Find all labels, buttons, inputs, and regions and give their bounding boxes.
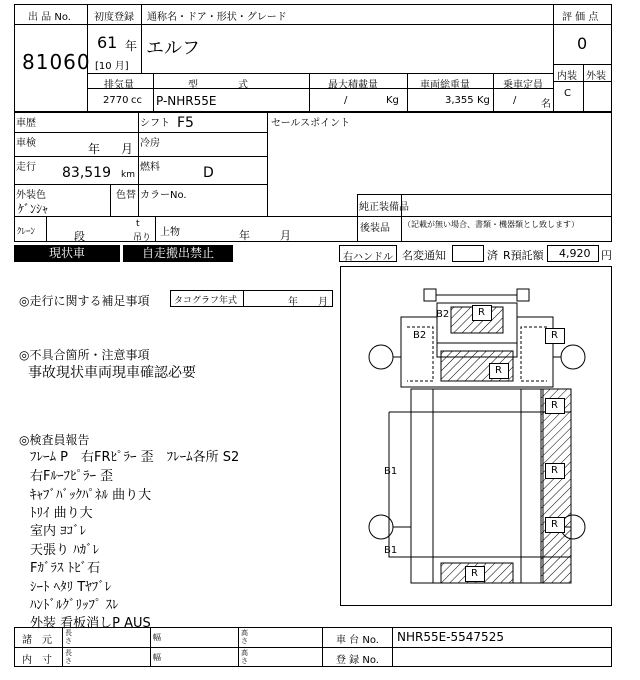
shift-label: シフト [140,118,170,129]
recycle-amount: 4,920 [559,247,591,260]
crane-hang: 吊り [133,233,152,243]
first-reg-label: 初度登録 [94,12,134,23]
displacement-unit: cc [131,95,142,106]
exterior-label: 外装 [586,71,606,82]
color-code-label: カラーNo. [140,190,187,201]
height-label: 高さ [241,629,248,645]
recycle-label: R預託額 [503,249,544,262]
max-load: / [344,95,348,106]
chassis-no: NHR55E-5547525 [397,630,504,644]
upper-label: 上物 [160,227,180,238]
tacho-label: タコグラフ年式 [174,296,238,306]
aftermarket-label: 後装品 [360,223,390,234]
report-line: ﾊﾝﾄﾞﾙｸﾞﾘｯﾌﾟ ｽﾚ [30,598,119,613]
self-drive-prohibited-badge: 自走搬出禁止 [123,245,233,262]
chassis-label: 車 台 No. [336,635,379,646]
gross-weight: 3,355 [445,95,474,106]
genuine-label: 純正装備品 [359,202,409,213]
reg-year: 61 [97,33,118,52]
history-label: 車歴 [16,118,36,129]
fuel-label: 燃料 [140,162,160,173]
defect-text: 事故現状車両現車確認必要 [28,365,196,381]
report-line: ｼｰﾄ ﾍﾀﾘ Tﾔﾌﾞﾚ [30,580,112,595]
model-label: 型 式 [188,80,248,91]
crane-t: t [136,219,140,229]
crane-stage: 段 [74,230,85,243]
report-line: 天張り ﾊｶﾞﾚ [30,543,100,558]
damage-marker-b1: B1 [384,466,398,477]
width-label: 幅 [153,633,161,642]
steering: 右ハンドル [343,252,393,263]
interior-dims-label: 内 寸 [22,655,52,666]
name-label: 通称名・ドア・形状・グレード [147,12,287,23]
mileage-label: 走行 [16,162,36,173]
upper-month: 月 [280,229,291,242]
damage-marker-b1-low: B1 [384,545,398,556]
crane-label: ｸﾚｰﾝ [17,227,36,237]
capacity-unit: 名 [541,99,551,110]
inspection-year: 年 [88,142,101,156]
recycle-check: 済 [487,249,498,262]
report-line: Fｶﾞﾗｽ ﾄﾋﾞ石 [30,561,101,576]
height-label: 高さ [241,649,248,665]
color-label: 外装色 [16,190,46,201]
color-no-label: 色替 [116,190,136,201]
displacement: 2770 [103,95,129,106]
report-line: ﾄﾘｲ 曲り大 [30,506,93,521]
fuel: D [203,165,214,181]
interior-label: 内装 [557,71,577,82]
upper-year: 年 [239,229,250,242]
gross-weight-unit: Kg [477,95,490,106]
report-line: ｷｬﾌﾞﾊﾞｯｸﾊﾟﾈﾙ 曲り大 [30,488,152,503]
model: P-NHR55E [156,94,217,108]
sales-point-label: セールスポイント [271,118,351,129]
width-label: 幅 [153,653,161,662]
car-name: エルフ [146,38,200,59]
length-label: 長さ [65,629,72,645]
lot-no: 81060 [22,50,91,74]
damage-marker-b2: B2 [436,309,450,320]
capacity: / [513,95,517,106]
current-status-badge: 現状車 [14,245,120,262]
reg-year-unit: 年 [125,39,138,53]
interior-grade: C [564,88,571,99]
defect-title: ◎不具合箇所・注意事項 [19,348,150,362]
report-line: ﾌﾚｰﾑ P 右FRﾋﾟﾗｰ 歪 ﾌﾚｰﾑ各所 S2 [30,450,240,465]
name-change-label: 名変通知 [402,249,446,262]
name-change-box [452,245,484,262]
inspector-title: ◎検査員報告 [19,433,90,447]
tacho-year: 年 [288,297,298,308]
tacho-month: 月 [318,297,328,308]
aftermarket-note: （記載が無い場合、書類・機器類とし致します） [403,220,579,229]
score: 0 [577,34,588,53]
color: ｹﾞﾝｼｬ [18,202,49,216]
ac-label: 冷房 [140,138,160,149]
length-label: 長さ [65,649,72,665]
damage-marker-b2-side: B2 [413,330,427,341]
inspection-label: 車検 [16,138,36,149]
max-load-unit: Kg [386,95,399,106]
recycle-unit: 円 [601,249,612,262]
gross-weight-label: 車両総重量 [420,80,470,91]
mileage-unit: km [121,170,135,180]
inspection-month: 月 [121,142,134,156]
mileage: 83,519 [62,165,111,181]
dims-label: 諸 元 [22,635,52,646]
reg-no-label: 登 録 No. [336,655,379,666]
reg-month: [10 月] [95,61,129,72]
displacement-label: 排気量 [104,80,134,91]
report-line: 右Fﾙｰﾌﾋﾟﾗｰ 歪 [30,469,114,484]
report-line: 外装 看板消しP AUS [30,616,151,631]
driving-notes-title: ◎走行に関する補足事項 [19,294,150,308]
lot-no-label: 出 品 No. [28,12,71,23]
max-load-label: 最大積載量 [328,80,378,91]
report-line: 室内 ﾖｺﾞﾚ [30,524,87,539]
capacity-label: 乗車定員 [503,80,543,91]
shift: F5 [177,115,194,131]
score-label: 評 価 点 [562,12,599,23]
